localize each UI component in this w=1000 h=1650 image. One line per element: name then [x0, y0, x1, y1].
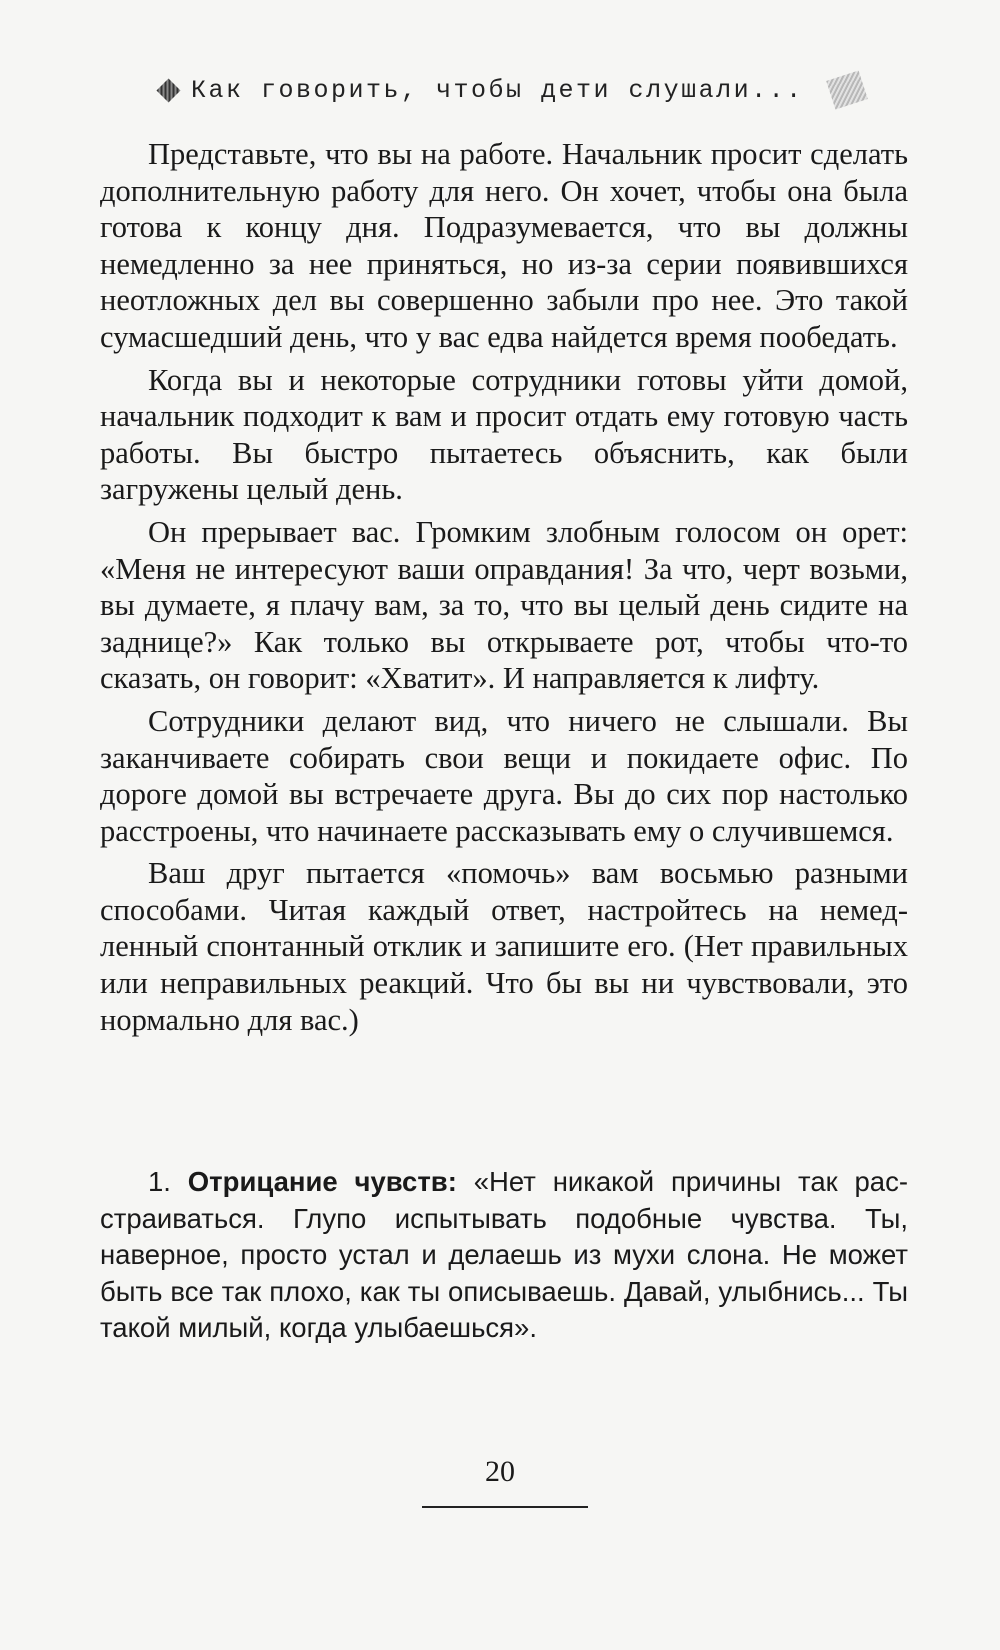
diamond-ornament-icon — [156, 78, 180, 102]
page-number: 20 — [485, 1455, 515, 1488]
paragraph: Представьте, что вы на работе. Начальник просит сделать дополнительную работу для него. Он хочет, чтобы она была готова к концу дня. Подразумевается, что вы должны немедленно за нее приняться, но из-за серии появившихся неотложных дел вы совершенно забыли про нее. Это такой сумасшедший день, что у вас едва найдется время пообедать. — [100, 137, 908, 354]
running-header-title: Как говорить, чтобы дети слушали... — [191, 75, 804, 105]
exercise-heading: Отрицание чувств: — [187, 1166, 457, 1197]
footer-rule — [422, 1506, 588, 1508]
exercise-text: «Нет никакой причины так расстраиваться. Глупо испытывать подобные чувства. Ты, наверное, просто устал и делаешь из мухи слона. Не может быть все так плохо, как ты описываешь. Давай, улыбнись... Ты такой милый, когда улыбаешься». — [100, 1166, 909, 1344]
paragraph: Сотрудники делают вид, что ничего не слышали. Вы заканчиваете собирать свои вещи и покидаете офис. По дороге домой вы встречаете друга. Вы до сих пор настолько расстроены, что начинаете рассказывать ему о случившемся. — [100, 703, 908, 848]
exercise-number: 1. — [148, 1166, 171, 1197]
paragraph: Он прерывает вас. Громким злобным голосом он орет: «Меня не интересуют ваши оправдания! За что, черт возьми, вы думаете, я плачу вам, за то, что вы целый день сидите на заднице?» Как только вы открываете рот, чтобы что-то сказать, он говорит: «Хватит». И направляется к лифту. — [100, 514, 908, 696]
exercise-paragraph — [100, 1164, 908, 1347]
body-text — [100, 136, 908, 1044]
running-header — [160, 68, 880, 112]
exercise-item — [100, 1164, 908, 1347]
print-smudge-icon — [826, 70, 868, 109]
paragraph: Ваш друг пытается «помочь» вам восьмью разными способами. Читая каждый ответ, настройтесь на немедленный спонтанный отклик и запишите его. (Нет правильных или неправильных реакций. Что бы вы ни чувствовали, это нормально для вас.) — [100, 856, 908, 1037]
paragraph: Когда вы и некоторые сотрудники готовы уйти домой, начальник подходит к вам и просит отдать ему готовую часть работы. Вы быстро пытаетесь объяснить, как были загружены целый день. — [100, 362, 908, 507]
